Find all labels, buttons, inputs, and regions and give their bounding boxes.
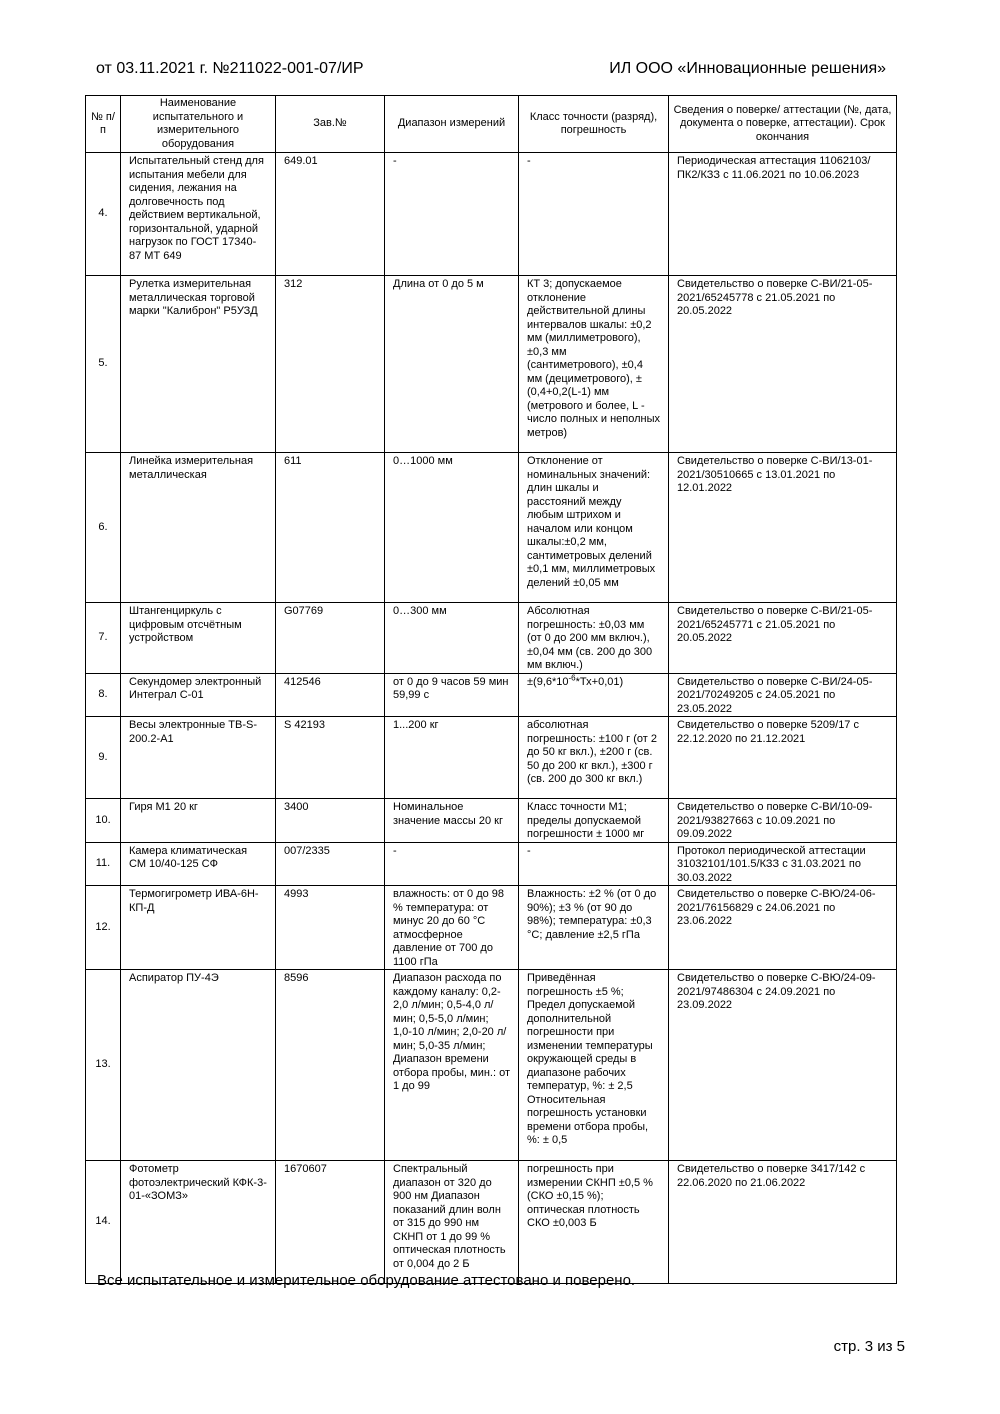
equipment-name: Линейка измерительная металлическая [121, 453, 276, 603]
serial-number: G07769 [276, 603, 385, 674]
verification-info: Свидетельство о поверке С-ВИ/13-01-2021/30510665 с 13.01.2021 по 12.01.2022 [669, 453, 897, 603]
table-row [86, 970, 897, 1161]
verification-info: Свидетельство о поверке 5209/17 с 22.12.2020 по 21.12.2021 [669, 717, 897, 799]
row-number: 4. [86, 153, 121, 276]
row-number: 7. [86, 603, 121, 674]
serial-number: 649.01 [276, 153, 385, 276]
accuracy-class [519, 673, 669, 717]
row-number: 9. [86, 717, 121, 799]
measurement-range: 0…300 мм [385, 603, 519, 674]
table-row [86, 276, 897, 453]
verification-info: Свидетельство о поверке С-ВЮ/24-09-2021/97486304 с 24.09.2021 по 23.09.2022 [669, 970, 897, 1161]
document-reference: от 03.11.2021 г. №211022-001-07/ИР [96, 60, 364, 77]
row-number: 11. [86, 842, 121, 886]
accuracy-class: погрешность при измерении СКНП ±0,5 % (СКО ±0,15 %); оптическая плотность СКО ±0,003 Б [519, 1161, 669, 1284]
equipment-table [85, 95, 897, 1284]
verification-info: Свидетельство о поверке С-ВИ/24-05-2021/70249205 с 24.05.2021 по 23.05.2022 [669, 673, 897, 717]
row-number: 5. [86, 276, 121, 453]
serial-number: 312 [276, 276, 385, 453]
verification-info: Свидетельство о поверке 3417/142 с 22.06.2020 по 21.06.2022 [669, 1161, 897, 1284]
measurement-range: влажность: от 0 до 98 % температура: от минус 20 до 60 °С атмосферное давление от 700 до 1100 гПа [385, 886, 519, 970]
table-row [86, 842, 897, 886]
table-row [86, 1161, 897, 1284]
table-row [86, 673, 897, 717]
verification-info: Свидетельство о поверке С-ВЮ/24-06-2021/76156829 с 24.06.2021 по 23.06.2022 [669, 886, 897, 970]
accuracy-class: Отклонение от номинальных значений: длин шкалы и расстояний между любым штрихом и началом или концом шкалы:±0,2 мм, сантиметровых делений ±0,1 мм, миллиметровых делений ±0,05 мм [519, 453, 669, 603]
measurement-range: Диапазон расхода по каждому каналу: 0,2-2,0 л/мин; 0,5-4,0 л/мин; 0,5-5,0 л/мин; 1,0-10 л/мин; 2,0-20 л/мин; 5,0-35 л/мин; Диапазон времени отбора пробы, мин.: от 1 до 99 [385, 970, 519, 1161]
table-row [86, 453, 897, 603]
measurement-range: Номинальное значение массы 20 кг [385, 799, 519, 843]
accuracy-class: Класс точности М1; пределы допускаемой погрешности ± 1000 мг [519, 799, 669, 843]
verification-info: Свидетельство о поверке С-ВИ/21-05-2021/65245778 с 21.05.2021 по 20.05.2022 [669, 276, 897, 453]
equipment-name: Весы электронные ТВ-S-200.2-А1 [121, 717, 276, 799]
serial-number: 412546 [276, 673, 385, 717]
equipment-name: Испытательный стенд для испытания мебели для сидения, лежания на долговечность под действием вертикальной, горизонтальной, ударной нагрузок по ГОСТ 17340-87 МТ 649 [121, 153, 276, 276]
serial-number: 1670607 [276, 1161, 385, 1284]
table-row [86, 153, 897, 276]
equipment-name: Гиря М1 20 кг [121, 799, 276, 843]
row-number: 10. [86, 799, 121, 843]
measurement-range: 1...200 кг [385, 717, 519, 799]
serial-number: 8596 [276, 970, 385, 1161]
row-number: 14. [86, 1161, 121, 1284]
equipment-name: Фотометр фотоэлектрический КФК-3-01-«ЗОМЗ» [121, 1161, 276, 1284]
measurement-range: Длина от 0 до 5 м [385, 276, 519, 453]
row-number: 13. [86, 970, 121, 1161]
measurement-range: - [385, 842, 519, 886]
page-number: стр. 3 из 5 [833, 1338, 905, 1355]
table-row [86, 717, 897, 799]
accuracy-exponent: -6 [568, 672, 576, 682]
equipment-name: Рулетка измерительная металлическая торговой марки "Калиброн" Р5УЗД [121, 276, 276, 453]
equipment-name: Штангенциркуль с цифровым отсчётным устройством [121, 603, 276, 674]
measurement-range: Спектральный диапазон от 320 до 900 нм Диапазон показаний длин волн от 315 до 990 нм СКНП от 1 до 99 % оптическая плотность от 0,004 до 2 Б [385, 1161, 519, 1284]
footer-note: Все испытательное и измерительное оборудование аттестовано и поверено. [97, 1272, 636, 1289]
verification-info: Свидетельство о поверке С-ВИ/21-05-2021/65245771 с 21.05.2021 по 20.05.2022 [669, 603, 897, 674]
table-header-row [86, 96, 897, 153]
col-header-verification: Сведения о поверке/ аттестации (№, дата, документа о поверке, аттестации). Срок окончания [669, 96, 897, 153]
verification-info: Свидетельство о поверке С-ВИ/10-09-2021/93827663 с 10.09.2021 по 09.09.2022 [669, 799, 897, 843]
measurement-range: - [385, 153, 519, 276]
accuracy-class: Абсолютная погрешность: ±0,03 мм (от 0 до 200 мм включ.), ±0,04 мм (св. 200 до 300 мм включ.) [519, 603, 669, 674]
serial-number: 3400 [276, 799, 385, 843]
accuracy-class: Приведённая погрешность ±5 %; Предел допускаемой дополнительной погрешности при изменении температуры окружающей среды в диапазоне рабочих температур, %: ± 2,5 Относительная погрешность установки времени отбора пробы, %: ± 0,5 [519, 970, 669, 1161]
row-number: 12. [86, 886, 121, 970]
serial-number: S 42193 [276, 717, 385, 799]
equipment-name: Камера климатическая СМ 10/40-125 СФ [121, 842, 276, 886]
measurement-range: 0…1000 мм [385, 453, 519, 603]
accuracy-class: КТ 3; допускаемое отклонение действительной длины интервалов шкалы: ±0,2 мм (миллиметрового), ±0,3 мм (сантиметрового), ±0,4 мм (дециметрового), ±(0,4+0,2(L-1) мм (метрового и более, L - число полных и неполных метров) [519, 276, 669, 453]
accuracy-suffix: *Тх+0,01) [575, 675, 624, 688]
serial-number: 007/2335 [276, 842, 385, 886]
table-row [86, 603, 897, 674]
measurement-range: от 0 до 9 часов 59 мин 59,99 с [385, 673, 519, 717]
col-header-serial: Зав.№ [276, 96, 385, 153]
equipment-name: Секундомер электронный Интеграл С-01 [121, 673, 276, 717]
accuracy-class: - [519, 842, 669, 886]
serial-number: 4993 [276, 886, 385, 970]
col-header-number: № п/п [86, 96, 121, 153]
verification-info: Периодическая аттестация 11062103/ПК2/КЗЗ с 11.06.2021 по 10.06.2023 [669, 153, 897, 276]
serial-number: 611 [276, 453, 385, 603]
accuracy-prefix: ±(9,6*10 [527, 675, 569, 688]
accuracy-class: Влажность: ±2 % (от 0 до 90%); ±3 % (от 90 до 98%); температура: ±0,3 °С; давление ±2,5 гПа [519, 886, 669, 970]
table-row [86, 886, 897, 970]
accuracy-class: абсолютная погрешность: ±100 г (от 2 до 50 кг вкл.), ±200 г (св. 50 до 200 кг вкл.), ±300 г (св. 200 до 300 кг вкл.) [519, 717, 669, 799]
col-header-accuracy: Класс точности (разряд), погрешность [519, 96, 669, 153]
table-row [86, 799, 897, 843]
equipment-name: Аспиратор ПУ-4Э [121, 970, 276, 1161]
col-header-equipment-name: Наименование испытательного и измерительного оборудования [121, 96, 276, 153]
verification-info: Протокол периодической аттестации 31032101/101.5/КЗЗ с 31.03.2021 по 30.03.2022 [669, 842, 897, 886]
lab-name: ИЛ ООО «Инновационные решения» [609, 60, 886, 77]
row-number: 6. [86, 453, 121, 603]
accuracy-class: - [519, 153, 669, 276]
row-number: 8. [86, 673, 121, 717]
equipment-name: Термогигрометр ИВА-6Н-КП-Д [121, 886, 276, 970]
col-header-range: Диапазон измерений [385, 96, 519, 153]
